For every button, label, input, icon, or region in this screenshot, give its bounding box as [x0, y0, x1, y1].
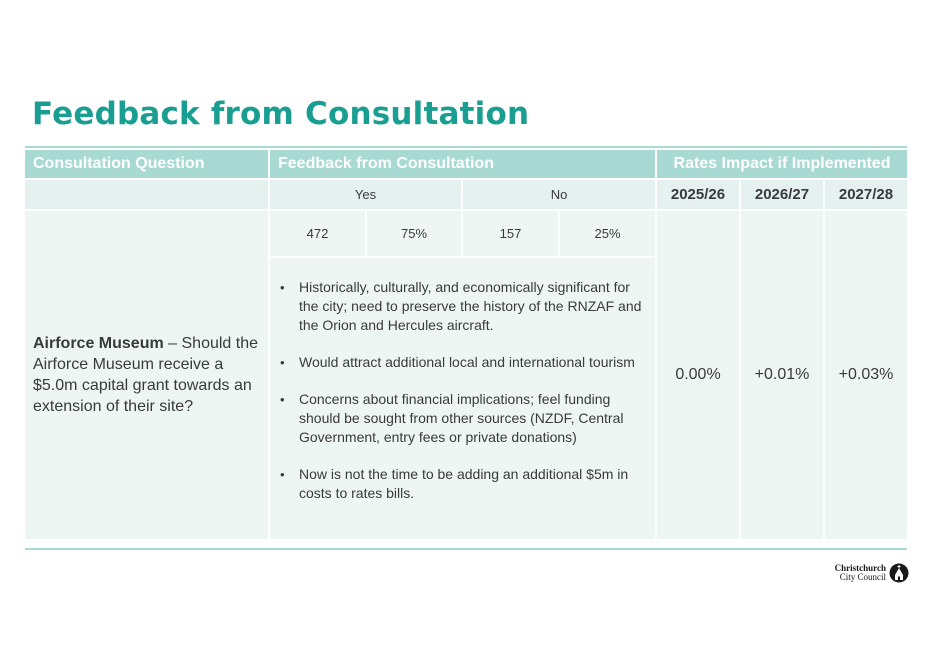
year-2027-28: 2027/28 [825, 180, 907, 209]
bottom-divider [25, 548, 907, 550]
subheader-yes: Yes [270, 180, 461, 209]
top-divider [25, 146, 907, 148]
list-item: • Would attract additional local and international tourism [280, 353, 645, 372]
subheader-no: No [463, 180, 655, 209]
header-consultation-question: Consultation Question [25, 150, 268, 178]
feedback-bullets-cell [270, 258, 655, 539]
feedback-list [280, 278, 645, 503]
logo-wordmark [826, 564, 886, 582]
impact-2026-27: +0.01% [741, 211, 823, 539]
header-rates-impact: Rates Impact if Implemented [657, 150, 907, 178]
question-text [33, 333, 260, 417]
yes-count: 472 [270, 211, 365, 256]
impact-2027-28: +0.03% [825, 211, 907, 539]
list-item: • Historically, culturally, and economically significant for the city; need to preserve the history of the RNZAF and the Orion and Hercules aircraft. [280, 278, 645, 335]
question-topic: Airforce Museum [33, 335, 164, 352]
logo-line-2: City Council [839, 572, 886, 582]
question-body: – Should the Airforce Museum receive a $5.0m capital grant towards an extension of their site? [33, 335, 258, 415]
yes-percent: 75% [367, 211, 461, 256]
cathedral-icon [889, 563, 909, 583]
council-logo [826, 562, 910, 584]
header-feedback: Feedback from Consultation [270, 150, 655, 178]
year-2025-26: 2025/26 [657, 180, 739, 209]
no-count: 157 [463, 211, 558, 256]
consultation-question-cell [25, 211, 268, 539]
page-title: Feedback from Consultation [32, 96, 530, 132]
list-item: • Now is not the time to be adding an additional $5m in costs to rates bills. [280, 465, 645, 503]
logo-line-1: Christchurch [834, 563, 886, 573]
year-2026-27: 2026/27 [741, 180, 823, 209]
list-item: • Concerns about financial implications; feel funding should be sought from other sources (NZDF, Central Government, entry fees or private donations) [280, 390, 645, 447]
no-percent: 25% [560, 211, 655, 256]
impact-2025-26: 0.00% [657, 211, 739, 539]
subheader-blank [25, 180, 268, 209]
